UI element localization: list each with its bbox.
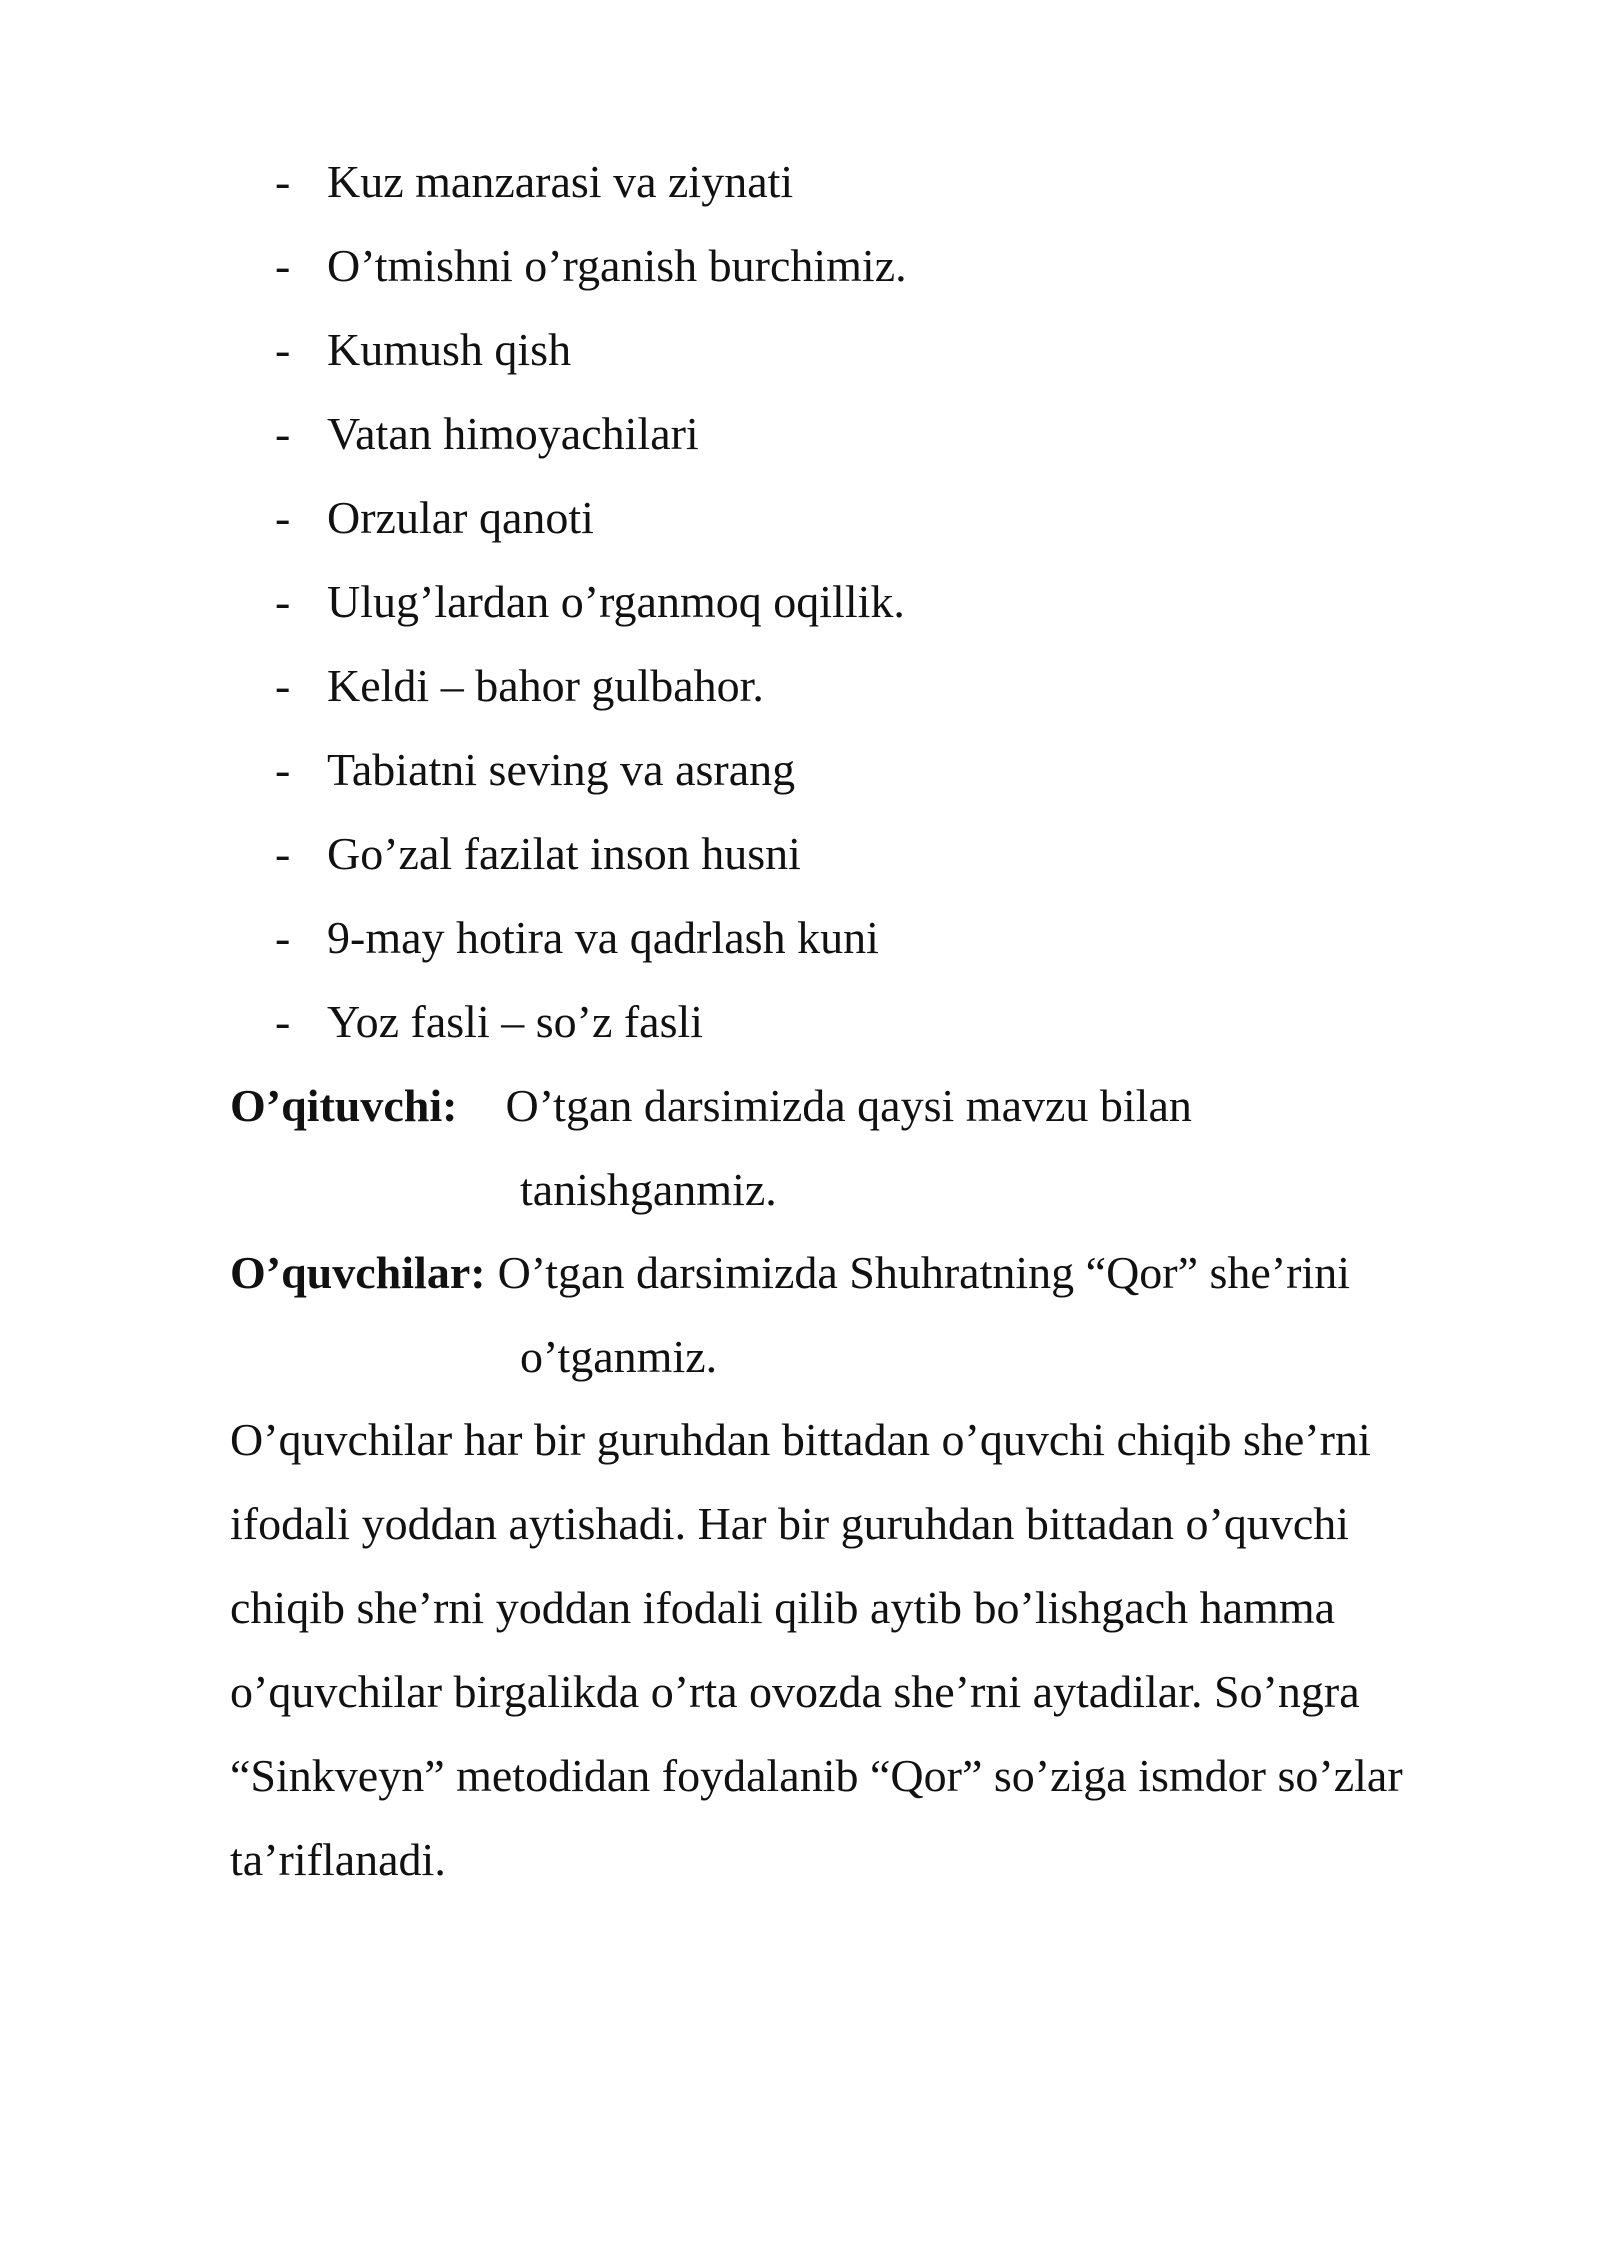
list-item	[275, 980, 907, 1064]
list-item-text: Vatan himoyachilari	[327, 408, 699, 459]
bullet-dash: -	[275, 660, 291, 711]
list-item	[275, 140, 907, 224]
students-line-2	[230, 1315, 1480, 1399]
students-line-1	[230, 1231, 1480, 1315]
list-item	[275, 224, 907, 308]
bullet-dash: -	[275, 156, 291, 207]
paragraph-line: “Sinkveyn” metodidan foydalanib “Qor” so’ziga ismdor so’zlar	[230, 1750, 1403, 1801]
list-item	[275, 728, 907, 812]
list-item	[275, 812, 907, 896]
list-item	[275, 476, 907, 560]
list-item	[275, 308, 907, 392]
bullet-dash: -	[275, 408, 291, 459]
students-speaker-label: O’quvchilar:	[230, 1247, 486, 1298]
bullet-dash: -	[275, 492, 291, 543]
paragraph-line: ta’riflanadi.	[230, 1834, 446, 1885]
topic-list	[275, 140, 907, 1064]
list-item-text: Keldi – bahor gulbahor.	[327, 660, 764, 711]
list-item-text: Yoz fasli – so’z fasli	[327, 996, 704, 1047]
bullet-dash: -	[275, 744, 291, 795]
list-item-text: Go’zal fazilat inson husni	[327, 828, 801, 879]
list-item-text: Tabiatni seving va asrang	[327, 744, 796, 795]
list-item	[275, 392, 907, 476]
bullet-dash: -	[275, 996, 291, 1047]
students-text-2: o’tganmiz.	[520, 1331, 718, 1382]
paragraph-line: O’quvchilar har bir guruhdan bittadan o’quvchi chiqib she’rni	[230, 1414, 1371, 1465]
teacher-text-1: O’tgan darsimizda qaysi mavzu bilan	[505, 1080, 1192, 1131]
teacher-text-2: tanishganmiz.	[520, 1164, 777, 1215]
list-item	[275, 560, 907, 644]
paragraph-line: chiqib she’rni yoddan ifodali qilib aytib bo’lishgach hamma	[230, 1582, 1336, 1633]
bullet-dash: -	[275, 324, 291, 375]
teacher-dialogue	[230, 1064, 1480, 1232]
paragraph-line: o’quvchilar birgalikda o’rta ovozda she’rni aytadilar. So’ngra	[230, 1666, 1360, 1717]
list-item	[275, 644, 907, 728]
list-item-text: 9-may hotira va qadrlash kuni	[327, 912, 879, 963]
bullet-dash: -	[275, 828, 291, 879]
body-paragraph	[230, 1398, 1490, 1902]
list-item-text: Orzular qanoti	[327, 492, 594, 543]
list-item-text: Kumush qish	[327, 324, 572, 375]
bullet-dash: -	[275, 912, 291, 963]
bullet-dash: -	[275, 240, 291, 291]
list-item	[275, 896, 907, 980]
students-dialogue	[230, 1231, 1480, 1399]
paragraph-line: ifodali yoddan aytishadi. Har bir guruhdan bittadan o’quvchi	[230, 1498, 1350, 1549]
list-item-text: O’tmishni o’rganish burchimiz.	[327, 240, 907, 291]
list-item-text: Kuz manzarasi va ziynati	[327, 156, 794, 207]
teacher-line-1	[230, 1064, 1480, 1148]
students-text-1: O’tgan darsimizda Shuhratning “Qor” she’rini	[497, 1247, 1351, 1298]
teacher-speaker-label: O’qituvchi:	[230, 1080, 458, 1131]
bullet-dash: -	[275, 576, 291, 627]
list-item-text: Ulug’lardan o’rganmoq oqillik.	[327, 576, 905, 627]
teacher-line-2	[230, 1148, 1480, 1232]
